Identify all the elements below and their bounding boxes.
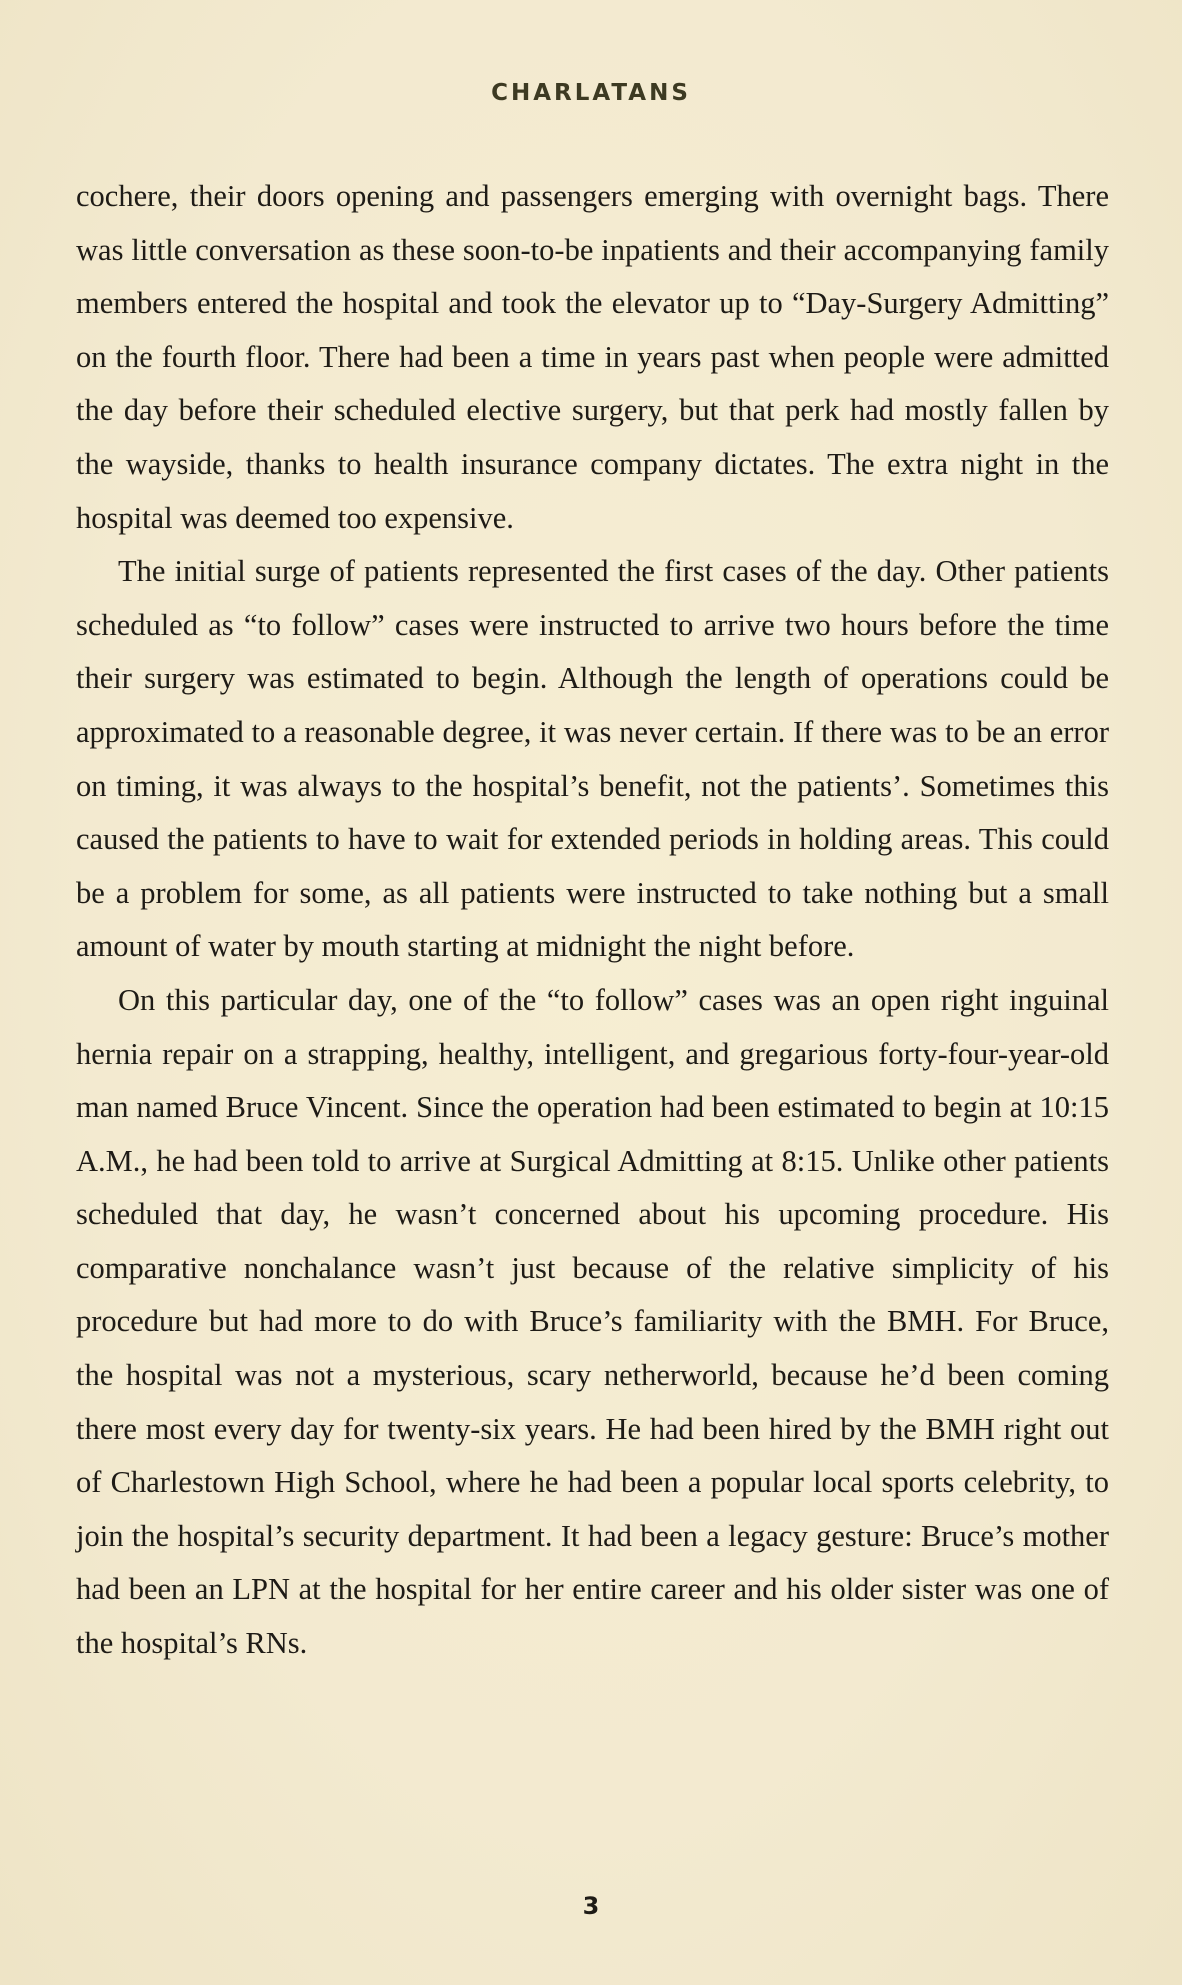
- paragraph-continued: cochere, their doors opening and passengers emerging with overnight bags. There was little conversation as these soon-to-be inpatients and their accompanying family members entered the hospital and took the elevator up to “Day-Surgery Admitting” on the fourth floor. There had been a time in years past when people were admitted the day before their scheduled elective surgery, but that perk had mostly fallen by the wayside, thanks to health insurance company dictates. The extra night in the hospital was deemed too expensive.: [76, 179, 1109, 535]
- paragraph-bruce-vincent: On this particular day, one of the “to follow” cases was an open right inguinal hernia repair on a strapping, healthy, intelligent, and gregarious forty-four-year-old man named Bruce Vincent. Since the operation had been estimated to begin at 10:15 A.M., he had been told to arrive at Surgical Admitting at 8:15. Unlike other patients scheduled that day, he wasn’t concerned about his upcoming procedure. His comparative nonchalance wasn’t just because of the relative simplicity of his procedure but had more to do with Bruce’s familiarity with the BMH. For Bruce, the hospital was not a mysterious, scary netherworld, because he’d been coming there most every day for twenty-six years. He had been hired by the BMH right out of Charlestown High School, where he had been a popular local sports celebrity, to join the hospital’s security department. It had been a legacy gesture: Bruce’s mother had been an LPN at the hospital for her entire career and his older sister was one of the hospital’s RNs.: [76, 982, 1109, 1661]
- paragraph-initial-surge: The initial surge of patients represented the first cases of the day. Other patients scheduled as “to follow” cases were instructed to arrive two hours before the time their surgery was estimated to begin. Although the length of operations could be approximated to a reasonable degree, it was never certain. If there was to be an error on timing, it was always to the hospital’s benefit, not the patients’. Sometimes this caused the patients to have to wait for extended periods in holding areas. This could be a problem for some, as all patients were instructed to take nothing but a small amount of water by mouth starting at midnight the night before.: [76, 554, 1109, 964]
- running-head-title: CHARLATANS: [491, 80, 691, 106]
- page-number: 3: [582, 1892, 600, 1920]
- body-text: [76, 170, 1109, 1671]
